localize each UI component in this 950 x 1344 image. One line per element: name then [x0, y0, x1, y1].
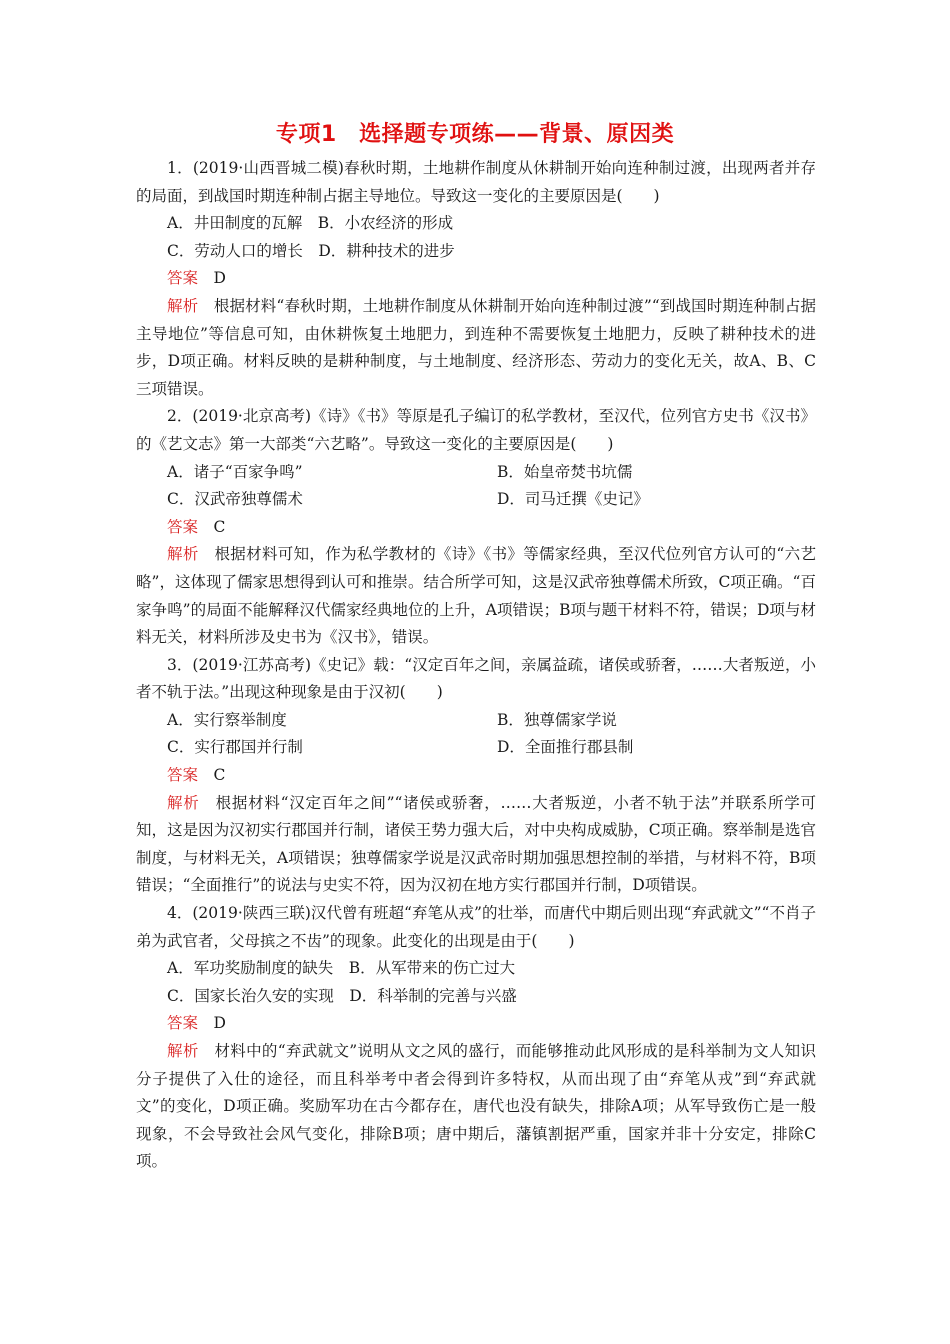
analysis-label: 解析: [167, 296, 199, 315]
analysis-text: 材料中的“弃武就文”说明从文之风的盛行，而能够推动此风形成的是科举制为文人知识分子提供了入仕的途径，而且科举考中者会得到许多特权，从而出现了由“弃笔从戎”到“弃武就文”的变化，D项正确。奖励军功在古今都存在，唐代也没有缺失，排除A项；从军导致伤亡是一般现象，不会导致社会风气变化，排除B项；唐中期后，藩镇割据严重，国家并非十分安定，排除C项。: [136, 1042, 816, 1171]
question-stem: 2．(2019·北京高考)《诗》《书》等原是孔子编订的私学教材，至汉代，位列官方史书《汉书》的《艺文志》第一大部类“六艺略”。导致这一变化的主要原因是( ): [136, 407, 816, 453]
question-stem: 4．(2019·陕西三联)汉代曾有班超“弃笔从戎”的壮举，而唐代中期后则出现“弃武就文”“不肖子弟为武官者，父母摈之不齿”的现象。此变化的出现是由于( ): [136, 904, 816, 950]
question-2: [136, 403, 816, 651]
option-row: [136, 707, 816, 735]
answer-label: 答案: [167, 269, 199, 288]
analysis-paragraph: [136, 293, 816, 403]
page-title: 专项1 选择题专项练——背景、原因类: [275, 122, 675, 147]
option-row: C．国家长治久安的实现 D．科举制的完善与兴盛: [167, 986, 517, 1005]
question-stem: 3．(2019·江苏高考)《史记》载：“汉定百年之间，亲属益疏，诸侯或骄奢，……大者叛逆，小者不轨于法。”出现这种现象是由于汉初( ): [136, 655, 816, 702]
analysis-paragraph: [136, 1038, 816, 1176]
question-4: [136, 900, 816, 1176]
option-row: [136, 459, 816, 487]
question-stem: 1．(2019·山西晋城二模)春秋时期，土地耕作制度从休耕制开始向连种制过渡，出现两者并存的局面，到战国时期连种制占据主导地位。导致这一变化的主要原因是( ): [136, 159, 816, 205]
answer-value: D: [198, 269, 226, 288]
analysis-paragraph: [136, 541, 816, 651]
option-b: B．始皇帝焚书坑儒: [497, 462, 633, 481]
question-list: [136, 155, 816, 1176]
option-a: A．实行察举制度: [167, 710, 287, 729]
analysis-paragraph: [136, 790, 816, 900]
answer-line: [136, 514, 816, 542]
answer-label: 答案: [167, 517, 199, 536]
answer-value: C: [198, 517, 226, 536]
analysis-label: 解析: [167, 793, 200, 812]
answer-line: [136, 265, 816, 293]
answer-line: [136, 1010, 816, 1038]
analysis-text: 根据材料“春秋时期，土地耕作制度从休耕制开始向连种制过渡”“到战国时期连种制占据主导地位”等信息可知，由休耕恢复土地肥力，到连种不需要恢复土地肥力，反映了耕种技术的进步，D项正确。材料反映的是耕种制度，与土地制度、经济形态、劳动力的变化无关，故A、B、C三项错误。: [136, 296, 816, 398]
analysis-label: 解析: [167, 1042, 199, 1060]
answer-label: 答案: [167, 766, 199, 785]
answer-value: D: [198, 1014, 226, 1033]
option-c: C．汉武帝独尊儒术: [167, 490, 303, 509]
option-row: [136, 734, 816, 762]
option-row: C．劳动人口的增长 D．耕种技术的进步: [167, 241, 455, 260]
option-c: C．实行郡国并行制: [167, 738, 303, 757]
analysis-text: 根据材料可知，作为私学教材的《诗》《书》等儒家经典，至汉代位列官方认可的“六艺略”，这体现了儒家思想得到认可和推崇。结合所学可知，这是汉武帝独尊儒术所致，C项正确。“百家争鸣”的局面不能解释汉代儒家经典地位的上升，A项错误；B项与题干材料不符，错误；D项与材料无关，材料所涉及史书为《汉书》，错误。: [136, 545, 816, 647]
option-b: B．独尊儒家学说: [497, 710, 617, 729]
analysis-text: 根据材料“汉定百年之间”“诸侯或骄奢，……大者叛逆，小者不轨于法”并联系所学可知，这是因为汉初实行郡国并行制，诸侯王势力强大后，对中央构成威胁，C项正确。察举制是选官制度，与材料无关，A项错误；独尊儒家学说是汉武帝时期加强思想控制的举措，与材料不符，B项错误；“全面推行”的说法与史实不符，因为汉初在地方实行郡国并行制，D项错误。: [136, 793, 816, 895]
option-row: A．井田制度的瓦解 B．小农经济的形成: [167, 214, 454, 233]
option-a: A．诸子“百家争鸣”: [167, 462, 303, 481]
answer-label: 答案: [167, 1014, 199, 1033]
option-row: A．军功奖励制度的缺失 B．从军带来的伤亡过大: [167, 959, 516, 978]
question-3: [136, 652, 816, 900]
option-d: D．司马迁撰《史记》: [497, 490, 649, 509]
question-1: [136, 155, 816, 403]
option-row: [136, 486, 816, 514]
answer-line: [136, 762, 816, 790]
analysis-label: 解析: [167, 545, 199, 564]
answer-value: C: [198, 766, 226, 785]
option-d: D．全面推行郡县制: [497, 738, 634, 757]
